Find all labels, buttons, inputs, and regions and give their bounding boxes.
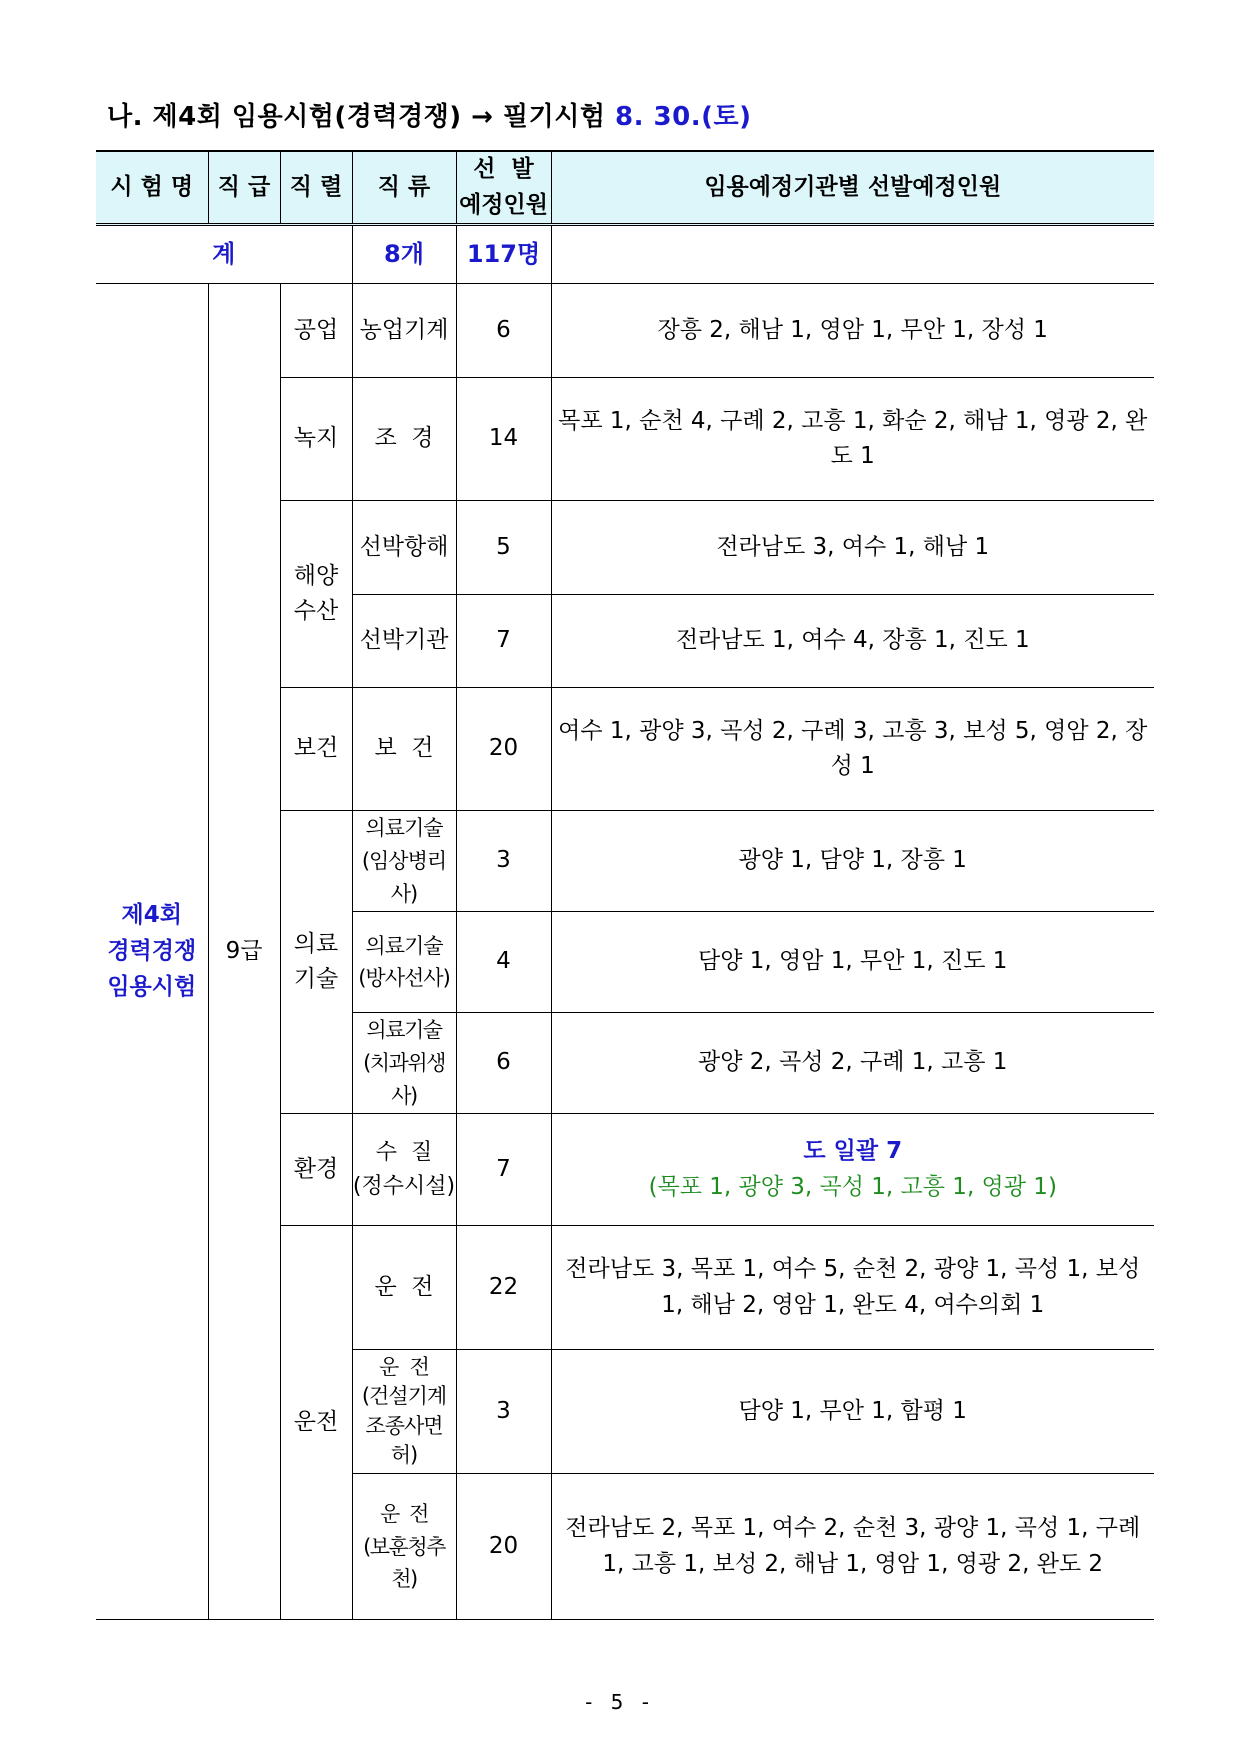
- distribution-cell: 전라남도 3, 여수 1, 해남 1: [551, 501, 1154, 595]
- count-cell: 7: [456, 595, 551, 688]
- category-cell: 선박기관: [352, 595, 456, 688]
- header-grade: 직 급: [208, 151, 280, 225]
- count-cell: 3: [456, 811, 551, 912]
- table-row: [96, 284, 1154, 378]
- count-cell: 5: [456, 501, 551, 595]
- category-cell: 의료기술 (치과위생사): [352, 1013, 456, 1114]
- distribution-cell: 전라남도 1, 여수 4, 장흥 1, 진도 1: [551, 595, 1154, 688]
- category-cell: 선박항해: [352, 501, 456, 595]
- page-number: - 5 -: [585, 1690, 655, 1714]
- series-cell: 의료 기술: [280, 811, 352, 1114]
- count-cell: 20: [456, 688, 551, 811]
- category-cell: 조 경: [352, 378, 456, 501]
- distribution-cell: 광양 1, 담양 1, 장흥 1: [551, 811, 1154, 912]
- category-cell: 운 전 (보훈청추천): [352, 1474, 456, 1620]
- count-cell: 7: [456, 1114, 551, 1226]
- count-cell: 4: [456, 912, 551, 1013]
- count-cell: 6: [456, 284, 551, 378]
- header-selection-count: 선 발 예정인원: [456, 151, 551, 225]
- header-exam-name: 시 험 명: [96, 151, 208, 225]
- header-series: 직 렬: [280, 151, 352, 225]
- total-label: 계: [96, 225, 352, 284]
- total-people: 117명: [456, 225, 551, 284]
- series-cell: 환경: [280, 1114, 352, 1226]
- recruitment-table: [96, 150, 1154, 1620]
- heading-text: 나. 제4회 임용시험(경력경쟁) → 필기시험: [107, 102, 606, 132]
- total-blank: [551, 225, 1154, 284]
- section-heading: [107, 96, 752, 133]
- series-cell: 보건: [280, 688, 352, 811]
- exam-label: 제4회 경력경쟁 임용시험: [96, 284, 208, 1620]
- distribution-bulk-note: 도 일괄 7: [803, 1138, 903, 1165]
- count-cell: 6: [456, 1013, 551, 1114]
- header-distribution: 임용예정기관별 선발예정인원: [551, 151, 1154, 225]
- distribution-cell: 여수 1, 광양 3, 곡성 2, 구례 3, 고흥 3, 보성 5, 영암 2, 장성 1: [551, 688, 1154, 811]
- count-cell: 22: [456, 1226, 551, 1350]
- grade-cell: 9급: [208, 284, 280, 1620]
- distribution-cell: 담양 1, 영암 1, 무안 1, 진도 1: [551, 912, 1154, 1013]
- category-cell: 의료기술 (임상병리사): [352, 811, 456, 912]
- distribution-cell: 광양 2, 곡성 2, 구례 1, 고흥 1: [551, 1013, 1154, 1114]
- series-cell: 해양 수산: [280, 501, 352, 688]
- category-cell: 의료기술 (방사선사): [352, 912, 456, 1013]
- distribution-cell: 담양 1, 무안 1, 함평 1: [551, 1350, 1154, 1474]
- category-cell: 운 전 (건설기계 조종사면허): [352, 1350, 456, 1474]
- category-cell: 농업기계: [352, 284, 456, 378]
- distribution-cell: 전라남도 3, 목포 1, 여수 5, 순천 2, 광양 1, 곡성 1, 보성 1, 해남 2, 영암 1, 완도 4, 여수의회 1: [551, 1226, 1154, 1350]
- category-cell: 운 전: [352, 1226, 456, 1350]
- distribution-cell: [551, 1114, 1154, 1226]
- series-cell: 운전: [280, 1226, 352, 1620]
- count-cell: 20: [456, 1474, 551, 1620]
- total-row: [96, 225, 1154, 284]
- series-cell: 공업: [280, 284, 352, 378]
- total-category-count: 8개: [352, 225, 456, 284]
- distribution-cell: 전라남도 2, 목포 1, 여수 2, 순천 3, 광양 1, 곡성 1, 구례 1, 고흥 1, 보성 2, 해남 1, 영암 1, 영광 2, 완도 2: [551, 1474, 1154, 1620]
- count-cell: 14: [456, 378, 551, 501]
- count-cell: 3: [456, 1350, 551, 1474]
- distribution-breakdown: (목포 1, 광양 3, 곡성 1, 고흥 1, 영광 1): [648, 1173, 1057, 1200]
- category-cell: 보 건: [352, 688, 456, 811]
- distribution-cell: 장흥 2, 해남 1, 영암 1, 무안 1, 장성 1: [551, 284, 1154, 378]
- category-cell: 수 질 (정수시설): [352, 1114, 456, 1226]
- distribution-cell: 목포 1, 순천 4, 구례 2, 고흥 1, 화순 2, 해남 1, 영광 2, 완도 1: [551, 378, 1154, 501]
- header-category: 직 류: [352, 151, 456, 225]
- table-header-row: [96, 151, 1154, 225]
- series-cell: 녹지: [280, 378, 352, 501]
- heading-date: 8. 30.(토): [615, 102, 752, 132]
